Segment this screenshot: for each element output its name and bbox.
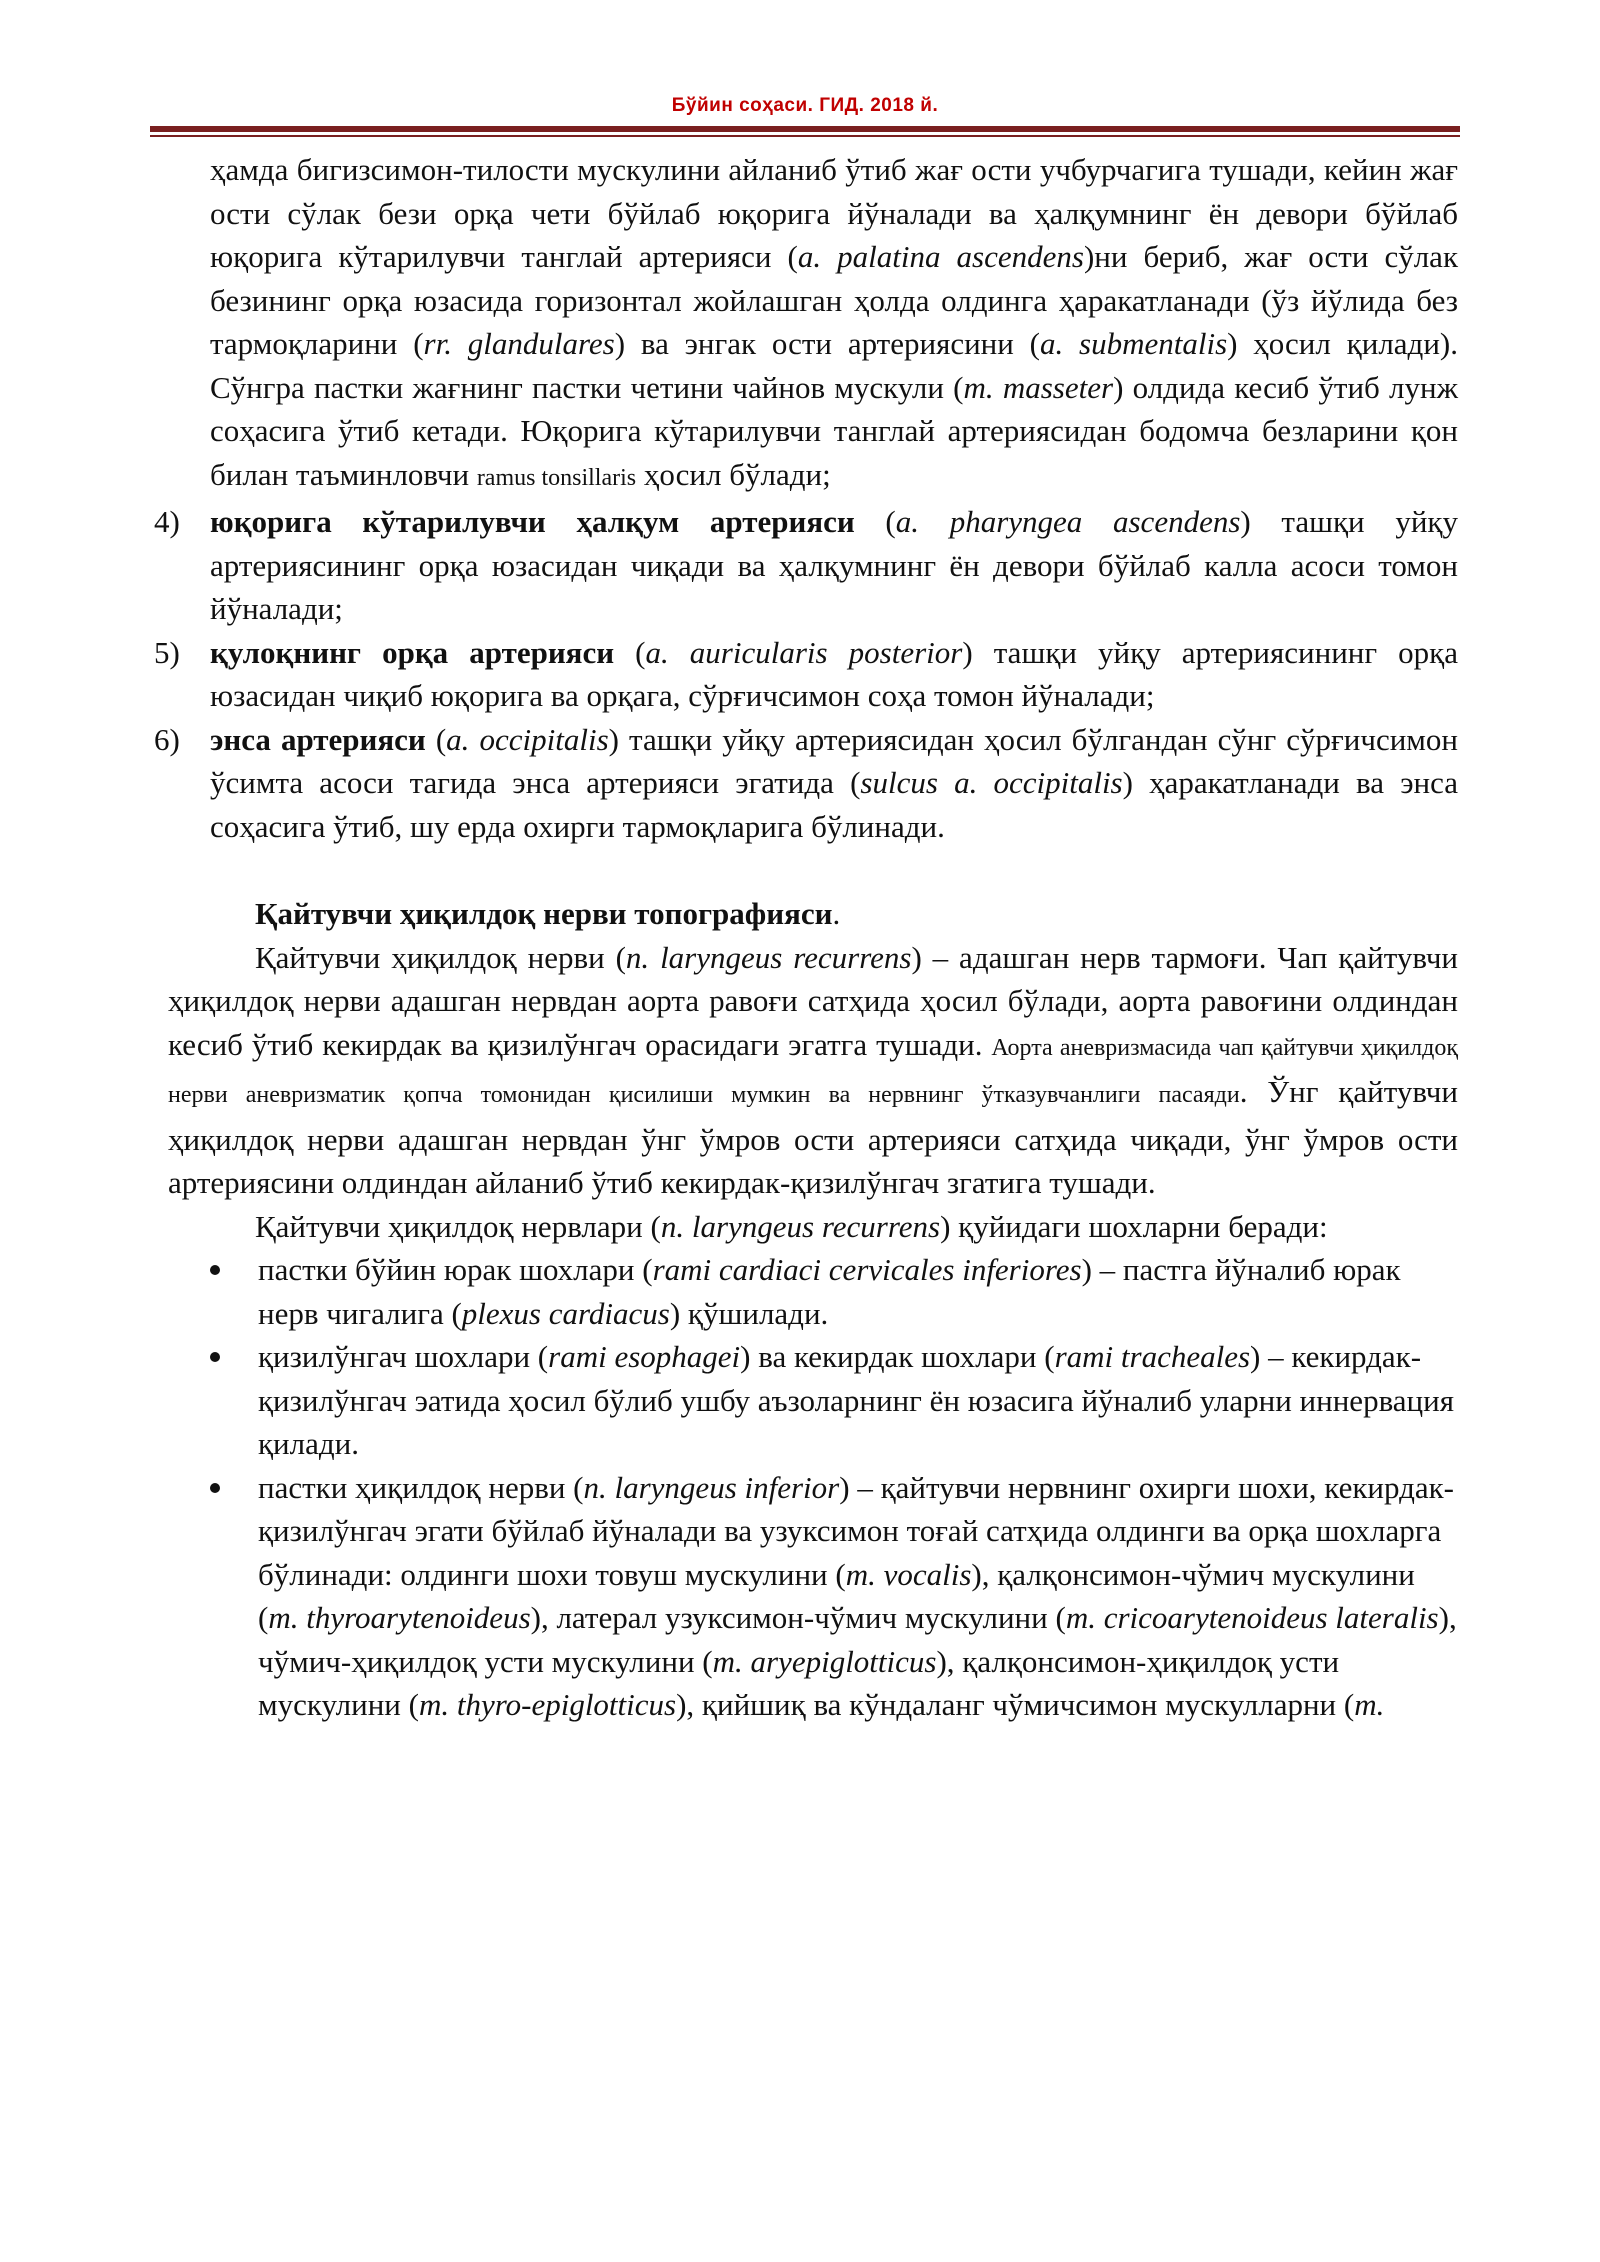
text-run: пастки бўйин юрак шохлари (	[258, 1252, 653, 1287]
bullet-item	[168, 1335, 1458, 1466]
text-run: a. pharyngea ascendens	[895, 504, 1241, 539]
text-run: n. laryngeus recurrens	[625, 939, 912, 975]
text-run: ), латерал узуксимон-чўмич мускулини (	[530, 1600, 1066, 1635]
numbered-item	[154, 718, 1459, 849]
running-header: Бўйин соҳаси. ГИД. 2018 й.	[671, 95, 939, 116]
text-run: ) – адашган нерв тармоғи. Чап қайтувчи ҳиқилдоқ нерви адашган нервдан аорта равоғи сатҳида ҳосил бўлади, аорта равоғини олдиндан кесиб ўтиб кекирдак ва қизилўнгач орасидаги эгатга тушади.	[168, 939, 1458, 1062]
text-run: )ни бериб, жағ ости сўлак безининг орқа юзасида горизонтал жойлашган ҳолда олдинга ҳаракатланади (ўз йўлида без тармоқларини (	[210, 239, 1459, 361]
text-run: (	[425, 721, 447, 757]
text-run: юқорига кўтарилувчи ҳалқум артерияси	[210, 504, 855, 539]
text-run: a. occipitalis	[446, 721, 609, 757]
text-run: (	[854, 504, 896, 539]
text-run: m. cricoarytenoideus lateralis	[1065, 1600, 1439, 1635]
text-run: rami cardiaci cervicales inferiores	[652, 1252, 1082, 1287]
text-run: ) олдида кесиб ўтиб лунж соҳасига ўтиб кетади. Юқорига кўтарилувчи танглай артериясидан бодомча безларини қон билан таъминловчи	[210, 369, 1458, 492]
text-run: ramus tonsillaris	[476, 464, 637, 491]
item-number: 4)	[154, 504, 180, 539]
text-run: a. auricularis posterior	[645, 634, 963, 670]
text-run: m.	[1354, 1687, 1385, 1722]
text-run: Аорта аневризмасида чап қайтувчи ҳиқилдоқ нерви аневризматик қопча томонидан қисилиши мумкин ва нервнинг ўтказувчанлиги пасаяди	[168, 1034, 1458, 1108]
numbered-item	[154, 500, 1458, 631]
text-run: қулоқнинг орқа артерияси	[210, 634, 615, 670]
text-run: m. thyro-epiglotticus	[418, 1687, 677, 1722]
text-run: (	[614, 634, 646, 670]
text-run: ) – қайтувчи нервнинг охирги шохи, кекирдак-қизилўнгач эгати бўйлаб йўналади ва узуксимон тоғай сатҳида олдинги ва орқа шохларга бўлинади: олдинги шохи товуш мускулини (	[258, 1469, 1454, 1592]
text-run: ) ва кекирдак шохлари (	[740, 1339, 1055, 1374]
text-run: ) – кекирдак-қизилўнгач эатида ҳосил бўлиб ушбу аъзоларнинг ён юзасига йўналиб уларни иннервация қилади.	[258, 1339, 1454, 1461]
text-run: ) ҳаракатланади ва энса соҳасига ўтиб, шу ерда охирги тармоқларига бўлинади.	[210, 765, 1458, 844]
text-run: plexus cardiacus	[461, 1295, 670, 1331]
bullet-dot-icon	[210, 1483, 220, 1493]
text-run: ) қуйидаги шохларни беради:	[940, 1208, 1328, 1244]
bullet-dot-icon	[210, 1265, 220, 1275]
text-run: rami tracheales	[1054, 1339, 1251, 1374]
text-run: m. aryepiglotticus	[712, 1643, 937, 1679]
text-run: ) ҳосил қилади). Сўнгра пастки жағнинг пастки четини чайнов мускули (	[210, 326, 1458, 405]
bullet-item	[168, 1466, 1458, 1727]
continuation-paragraph	[168, 148, 1458, 500]
text-run: m. masseter	[963, 369, 1114, 405]
paragraph-recurrent-nerve	[168, 936, 1458, 1205]
text-run: . Ўнг қайтувчи ҳиқилдоқ нерви адашган нервдан ўнг ўмров ости артерияси сатҳида чиқади, ўнг ўмров ости артериясини олдиндан айланиб ўтиб кекирдак-қизилўнгач згатига тушади.	[168, 1074, 1458, 1200]
text-run: n. laryngeus recurrens	[660, 1208, 941, 1244]
text-run: ҳамда бигизсимон-тилости мускулини айланиб ўтиб жағ ости учбурчагига тушади, кейин жағ ости сўлак бези орқа чети бўйлаб юқорига йўналади ва ҳалқумнинг ён девори бўйлаб юқорига кўтарилувчи танглай артерияси (	[210, 152, 1458, 274]
numbered-item	[154, 631, 1459, 718]
text-run: ), қалқонсимон-чўмич мускулини (	[258, 1556, 1415, 1635]
item-number: 5)	[154, 634, 180, 670]
text-run: ) ва энгак ости артериясини (	[614, 326, 1040, 361]
text-run: ) қўшилади.	[669, 1295, 829, 1331]
body-text	[154, 148, 1459, 1727]
branches-list	[168, 1248, 1458, 1727]
section-heading: Қайтувчи ҳиқилдоқ нерви топографияси.	[255, 896, 841, 931]
text-run: Қайтувчи ҳиқилдоқ нерви (	[255, 939, 626, 975]
bullet-item	[168, 1248, 1458, 1335]
text-run: m. thyroarytenoideus	[268, 1600, 531, 1635]
text-run: sulcus a. occipitalis	[860, 765, 1123, 800]
text-run: ), чўмич-ҳиқилдоқ усти мускулини (	[258, 1600, 1457, 1679]
text-run: Қайтувчи ҳиқилдоқ нервлари (	[255, 1208, 661, 1244]
bullet-dot-icon	[210, 1352, 220, 1362]
text-run: rami esophagei	[548, 1339, 741, 1374]
text-run: ) ташқи уйқу артериясининг орқа юзасидан чиқади ва ҳалқумнинг ён девори бўйлаб калла асоси томон йўналади;	[210, 504, 1458, 626]
text-run: a. submentalis	[1039, 326, 1228, 361]
text-run: ) ташқи уйқу артериясидан ҳосил бўлгандан сўнг сўрғичсимон ўсимта асоси тагида энса артерияси эгатида (	[210, 721, 1459, 800]
text-run: rr. glandulares	[423, 326, 615, 361]
text-run: энса артерияси	[210, 721, 426, 757]
text-run: n. laryngeus inferior	[583, 1469, 840, 1505]
text-run: m. vocalis	[845, 1556, 972, 1592]
text-run: ), қалқонсимон-ҳиқилдоқ усти мускулини (	[258, 1643, 1340, 1722]
text-run: пастки ҳиқилдоқ нерви (	[258, 1469, 584, 1505]
text-run: a. palatina ascendens	[797, 239, 1084, 274]
text-run: ) – пастга йўналиб юрак нерв чигалига (	[258, 1252, 1401, 1331]
text-run: қизилўнгач шохлари (	[258, 1339, 549, 1374]
text-run: ҳосил бўлади;	[636, 456, 831, 492]
header-rule-thin	[150, 135, 1460, 137]
text-run: ), қийшиқ ва кўндаланг чўмичсимон мускулларни (	[676, 1687, 1355, 1722]
item-number: 6)	[154, 721, 180, 757]
paragraph-branches	[168, 1205, 1458, 1249]
text-run: ) ташқи уйқу артериясининг орқа юзасидан чиқиб юқорига ва орқага, сўрғичсимон соҳа томон йўналади;	[210, 634, 1459, 713]
header-rule-thick	[150, 126, 1460, 132]
numbered-list	[154, 500, 1459, 848]
